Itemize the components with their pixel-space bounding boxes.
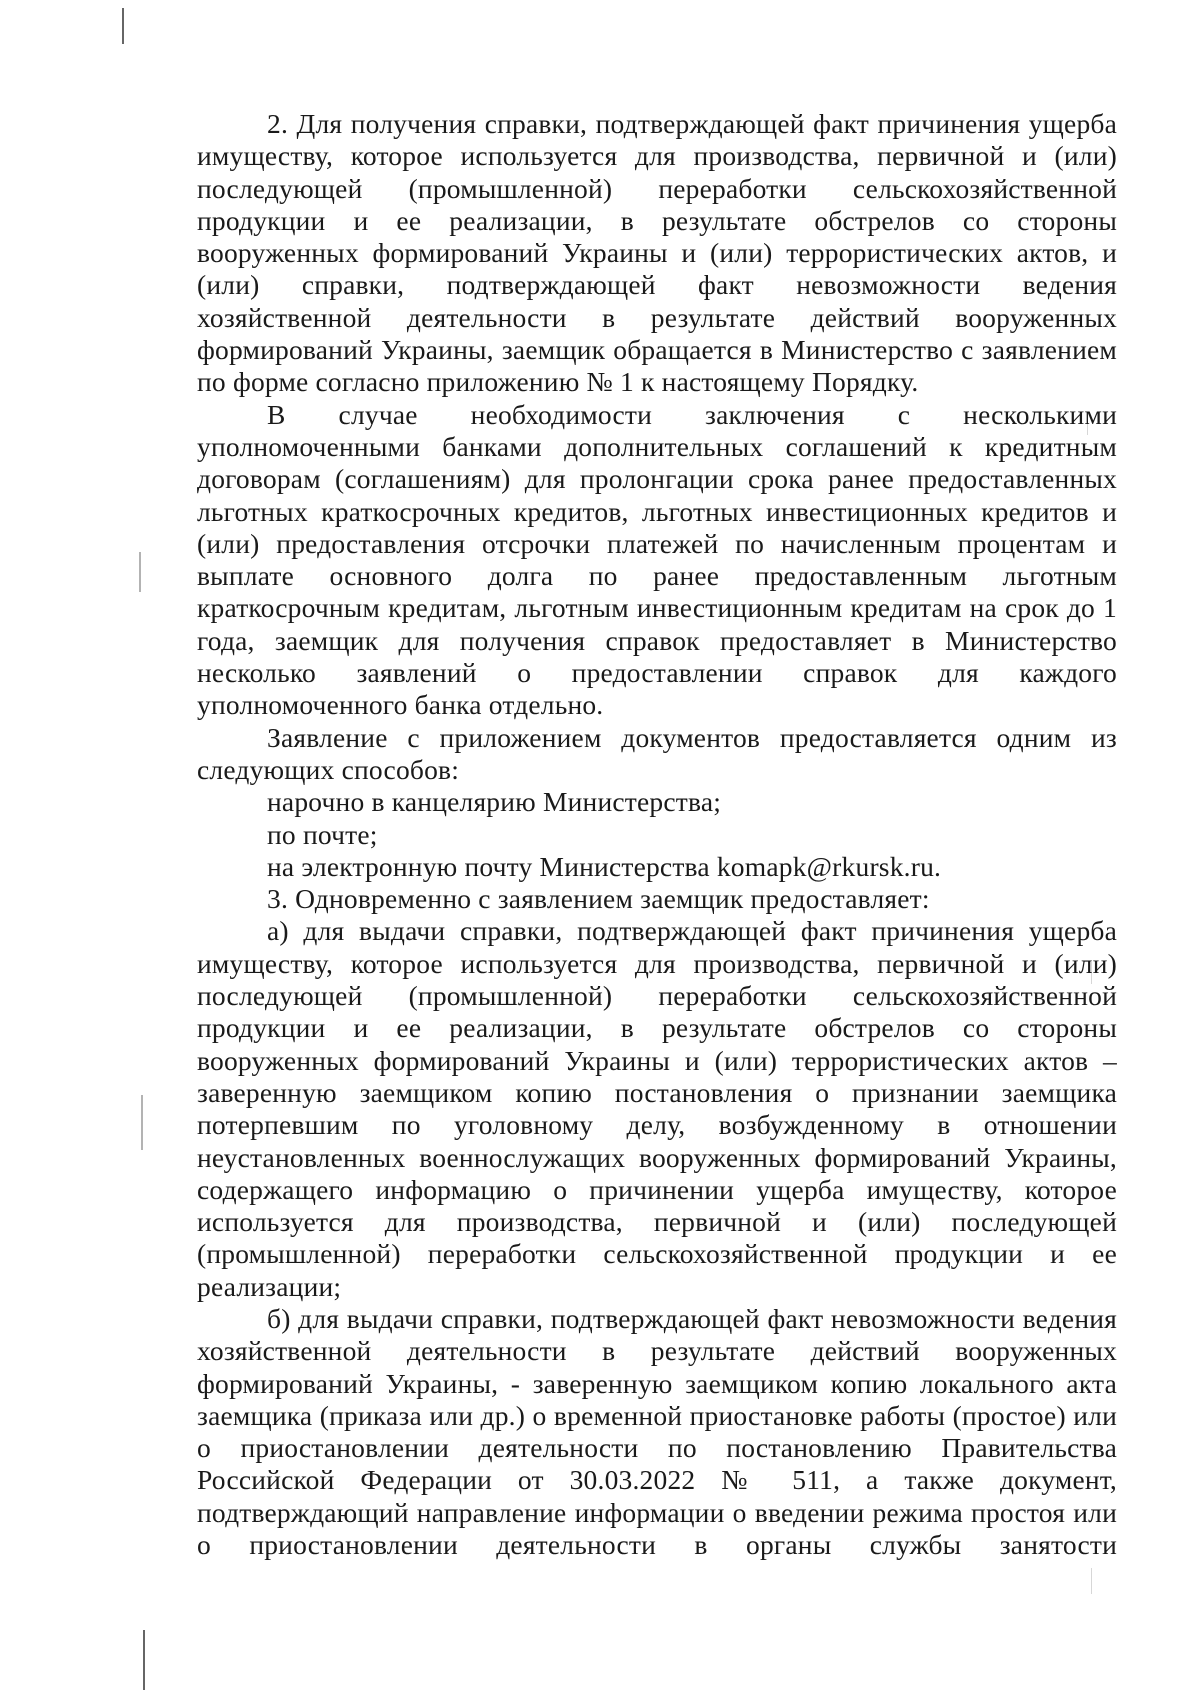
- scan-mark: [141, 1095, 143, 1150]
- paragraph-3: 3. Одновременно с заявлением заемщик предоставляет:: [267, 883, 930, 915]
- scan-mark: [1091, 1568, 1092, 1594]
- paragraph-2: 2. Для получения справки, подтверждающей факт причинения ущерба имуществу, которое используется для производства, первичной и (или) последующей (промышленной) переработки сельскохозяйственной продукции и ее реализации, в результате обстрелов со стороны вооруженных формирований Украины и (или) террористических актов, и (или) справки, подтверждающей факт невозможности ведения хозяйственной деятельности в результате действий вооруженных формирований Украины, заемщик обращается в Министерство с заявлением по форме согласно приложению № 1 к настоящему Порядку.: [197, 108, 1117, 398]
- method-item-hand: нарочно в канцелярию Министерства;: [267, 786, 722, 818]
- paragraph-methods: Заявление с приложением документов предоставляется одним из следующих способов:: [197, 721, 1117, 785]
- item-a: а) для выдачи справки, подтверждающей факт причинения ущерба имуществу, которое используется для производства, первичной и (или) последующей (промышленной) переработки сельскохозяйственной продукции и ее реализации, в результате обстрелов со стороны вооруженных формирований Украины и (или) террористических актов – заверенную заемщиком копию постановления о признании заемщика потерпевшим по уголовному делу, возбужденному в отношении неустановленных военнослужащих вооруженных формирований Украины, содержащего информацию о причинении ущерба имуществу, которое используется для производства, первичной и (или) последующей (промышленной) переработки сельскохозяйственной продукции и ее реализации;: [197, 915, 1117, 1302]
- scan-mark: [143, 1630, 145, 1690]
- document-body: [197, 108, 1117, 1561]
- item-b: б) для выдачи справки, подтверждающей факт невозможности ведения хозяйственной деятельности в результате действий вооруженных формирований Украины, - заверенную заемщиком копию локального акта заемщика (приказа или др.) о временной приостановке работы (простое) или о приостановлении деятельности по постановлению Правительства Российской Федерации от 30.03.2022 № 511, а также документ, подтверждающий направление информации о введении режима простоя или о приостановлении деятельности в органы службы занятости: [197, 1302, 1117, 1561]
- scan-mark: [139, 552, 141, 592]
- method-item-email: на электронную почту Министерства komapk@rkursk.ru.: [267, 850, 942, 882]
- scan-mark: [122, 8, 124, 44]
- paragraph-case: В случае необходимости заключения с несколькими уполномоченными банками дополнительных соглашений к кредитным договорам (соглашениям) для пролонгации срока ранее предоставленных льготных краткосрочных кредитов, льготных инвестиционных кредитов и (или) предоставления отсрочки платежей по начисленным процентам и выплате основного долга по ранее предоставленным льготным краткосрочным кредитам, льготным инвестиционным кредитам на срок до 1 года, заемщик для получения справок предоставляет в Министерство несколько заявлений о предоставлении справок для каждого уполномоченного банка отдельно.: [197, 398, 1117, 721]
- method-item-post: по почте;: [267, 818, 378, 850]
